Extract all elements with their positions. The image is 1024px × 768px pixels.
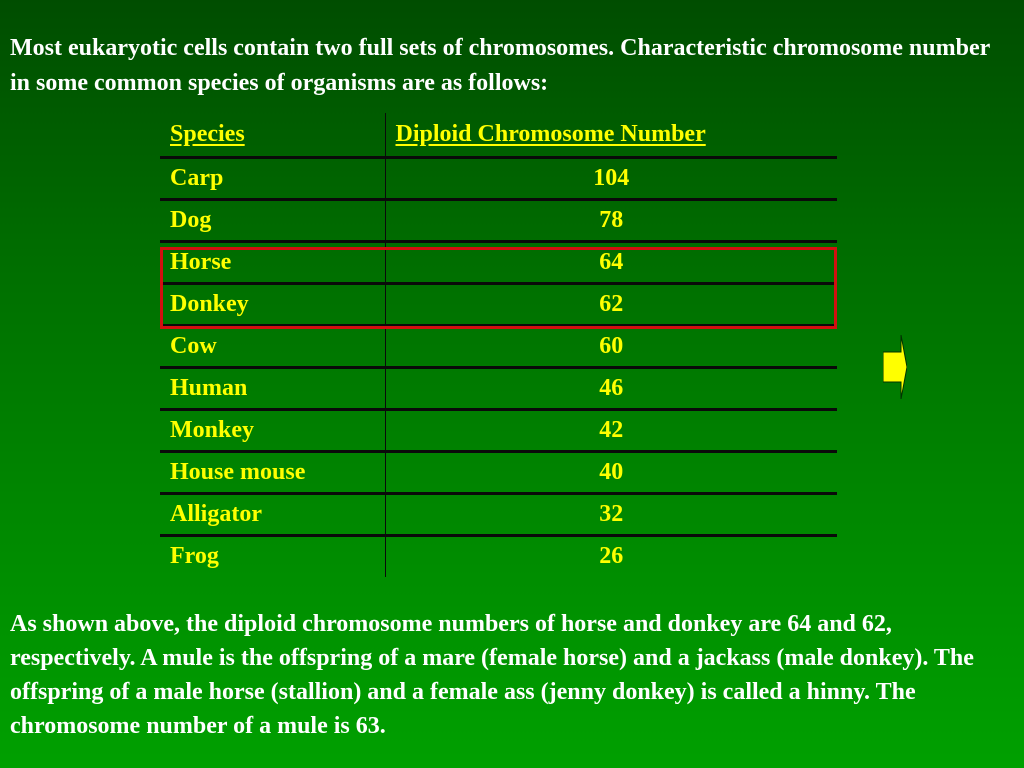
right-arrow-icon bbox=[883, 335, 907, 399]
species-cell: Alligator bbox=[160, 493, 385, 535]
table-row bbox=[160, 367, 837, 409]
header-species-label: Species bbox=[170, 120, 245, 147]
header-chromosome-number bbox=[385, 113, 837, 157]
chromosome-number-cell: 46 bbox=[385, 367, 837, 409]
chromosome-number-cell: 64 bbox=[385, 241, 837, 283]
species-cell: Horse bbox=[160, 241, 385, 283]
chromosome-number-cell: 60 bbox=[385, 325, 837, 367]
table-row bbox=[160, 535, 837, 577]
chromosome-number-cell: 78 bbox=[385, 199, 837, 241]
chromosome-number-cell: 32 bbox=[385, 493, 837, 535]
chromosome-table-container bbox=[160, 113, 837, 577]
header-species bbox=[160, 113, 385, 157]
table-row bbox=[160, 493, 837, 535]
chromosome-number-cell: 62 bbox=[385, 283, 837, 325]
header-number-label: Diploid Chromosome Number bbox=[395, 120, 706, 147]
species-cell: Cow bbox=[160, 325, 385, 367]
species-cell: Dog bbox=[160, 199, 385, 241]
table-row bbox=[160, 283, 837, 325]
chromosome-number-cell: 42 bbox=[385, 409, 837, 451]
chromosome-number-cell: 26 bbox=[599, 543, 624, 570]
species-cell: Frog bbox=[160, 535, 385, 577]
table-header-row bbox=[160, 113, 837, 157]
species-cell: Human bbox=[160, 367, 385, 409]
intro-paragraph: Most eukaryotic cells contain two full sets of chromosomes. Characteristic chromosome number in some common species of organisms are as follows: bbox=[10, 35, 990, 96]
table-row bbox=[160, 325, 837, 367]
chromosome-number-cell: 104 bbox=[385, 157, 837, 199]
table-row bbox=[160, 451, 837, 493]
chromosome-number-cell: 40 bbox=[385, 451, 837, 493]
explanation-paragraph: As shown above, the diploid chromosome numbers of horse and donkey are 64 and 62, respectively. A mule is the offspring of a mare (female horse) and a jackass (male donkey). The offspring of a male horse (stallion) and a female ass (jenny donkey) is called a hinny. The chromosome number of a mule is 63. bbox=[10, 611, 974, 739]
table-row bbox=[160, 157, 837, 199]
chromosome-table bbox=[160, 113, 837, 577]
species-cell: Carp bbox=[160, 157, 385, 199]
table-row bbox=[160, 199, 837, 241]
table-row bbox=[160, 241, 837, 283]
species-cell: House mouse bbox=[160, 451, 385, 493]
species-cell: Donkey bbox=[160, 283, 385, 325]
table-row bbox=[160, 409, 837, 451]
species-cell: Monkey bbox=[160, 409, 385, 451]
